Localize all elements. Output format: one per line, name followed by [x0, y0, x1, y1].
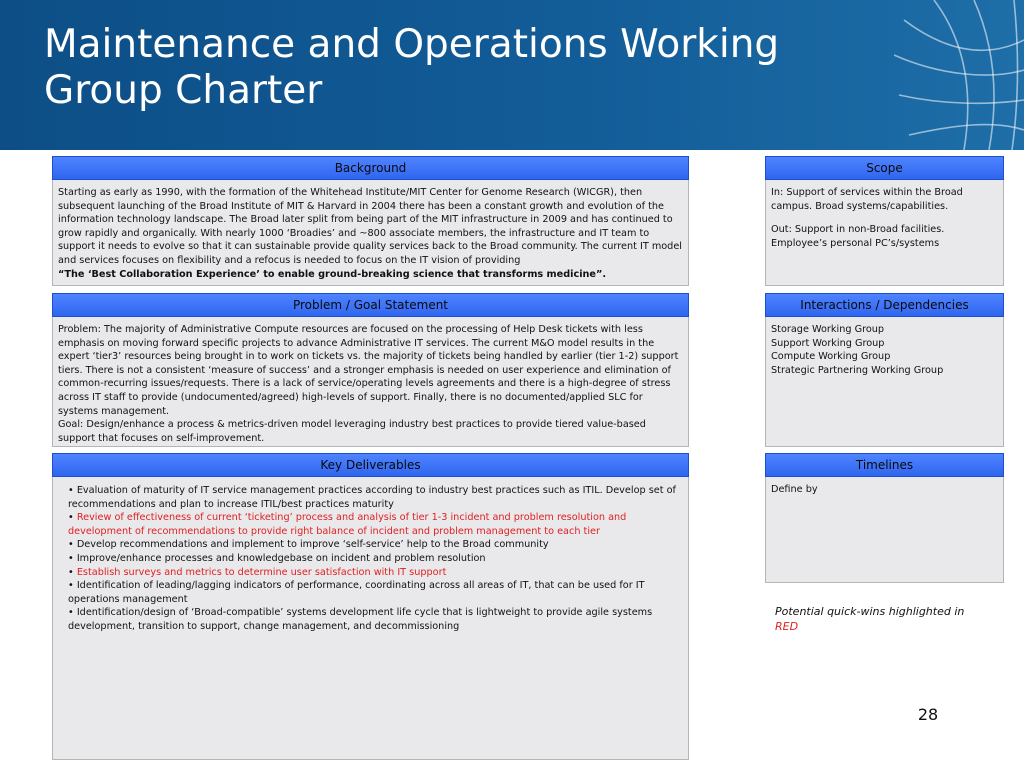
scope-out-text: Out: Support in non-Broad facilities. Employee’s personal PC’s/systems [771, 224, 945, 249]
timelines-header: Timelines [765, 453, 1004, 477]
bullet-icon: • [68, 539, 74, 551]
timelines-text: Define by [771, 484, 818, 495]
deliverables-panel [52, 453, 689, 760]
page-number: 28 [917, 705, 939, 724]
interaction-item: Compute Working Group [771, 351, 891, 363]
background-body [58, 186, 682, 281]
bullet-icon: • [68, 566, 74, 578]
background-text: Starting as early as 1990, with the formation of the Whitehead Institute/MIT Center for Genome Research (WICGR), then subsequent launching of the Broad Institute of MIT & Harvard in 2004 there has been a constant growth and evolution of the information technology landscape. The Broad later split from being part of the MIT infrastructure in 2009 and has continued to grow rapidly and organically. With nearly 1000 ‘Broadies’ and ~800 associate members, the infrastructure and IT team to support it needs to evolve so that it can sustainable provide quality services back to the Broad community. The current IT model and services focuses on flexibility and a refocus is needed to focus on the IT vision of providing [58, 187, 682, 266]
deliverable-item-highlighted: • Establish surveys and metrics to determine user satisfaction with IT support [68, 566, 447, 578]
bullet-icon: • [68, 485, 74, 496]
problem-goal-body [58, 323, 682, 445]
scope-panel [765, 156, 1004, 286]
timelines-panel [765, 453, 1004, 583]
timelines-body [771, 483, 997, 497]
interaction-item: Support Working Group [771, 337, 885, 349]
globe-lines-decoration [894, 0, 1024, 150]
deliverables-header: Key Deliverables [52, 453, 689, 477]
background-quote: “The ‘Best Collaboration Experience’ to enable ground-breaking science that transforms medicine”. [58, 268, 607, 280]
quick-wins-note-text: Potential quick-wins highlighted in [775, 605, 965, 618]
slide-title: Maintenance and Operations Working Group Charter [44, 22, 780, 113]
bullet-icon: • [68, 607, 74, 619]
scope-in-text: In: Support of services within the Broad campus. Broad systems/capabilities. [771, 187, 963, 212]
deliverable-item: • Evaluation of maturity of IT service management practices according to industry best practices such as ITIL. Develop set of recommendations and plan to increase ITIL/best practices maturity [68, 485, 676, 510]
bullet-icon: • [68, 552, 74, 564]
deliverable-item: • Improve/enhance processes and knowledgebase on incident and problem resolution [68, 552, 486, 564]
deliverable-item: • Identification/design of ‘Broad-compatible’ systems development life cycle that is lightweight to provide agile systems development, transition to support, change management, and decommissioning [68, 607, 653, 632]
bullet-icon: • [68, 580, 74, 592]
interaction-item: Storage Working Group [771, 324, 885, 335]
deliverable-item: • Develop recommendations and implement to improve ‘self-service’ help to the Broad community [68, 539, 549, 551]
interactions-body [771, 323, 997, 377]
deliverable-item-highlighted: • Review of effectiveness of current ‘ticketing’ process and analysis of tier 1-3 incident and problem resolution and development of recommendations to provide right balance of incident and problem management to each tier [68, 512, 627, 537]
scope-body [771, 186, 997, 250]
interactions-header: Interactions / Dependencies [765, 293, 1004, 317]
deliverables-list [68, 484, 682, 634]
goal-text: Goal: Design/enhance a process & metrics-driven model leveraging industry best practices to provide tiered value-based support that focuses on self-improvement. [58, 419, 646, 444]
quick-wins-note [775, 604, 1005, 634]
quick-wins-note-red: RED [775, 620, 799, 633]
interaction-item: Strategic Partnering Working Group [771, 364, 944, 376]
problem-goal-panel [52, 293, 689, 447]
scope-header: Scope [765, 156, 1004, 180]
problem-goal-header: Problem / Goal Statement [52, 293, 689, 317]
problem-text: Problem: The majority of Administrative Compute resources are focused on the processing of Help Desk tickets with less emphasis on moving forward specific projects to advance Administrative IT services. The current M&O model results in the expert ‘tier3’ resources being brought in to work on tickets vs. the majority of tickets being handled by earlier (tier 1-2) support tiers. There is not a consistent ‘measure of success’ and a stronger emphasis is needed on user experience and elimination of common-recurring issues/requests. There is a lack of service/operating levels agreements and there is a high-degree of stress across IT staff to provide (undocumented/agreed) high-levels of support. Finally, there is no documented/applied SLC for systems management. [58, 324, 679, 417]
deliverable-item: • Identification of leading/lagging indicators of performance, coordinating across all areas of IT, that can be used for IT operations management [68, 580, 645, 605]
interactions-panel [765, 293, 1004, 447]
title-banner [0, 0, 1024, 150]
background-header: Background [52, 156, 689, 180]
bullet-icon: • [68, 512, 74, 524]
background-panel [52, 156, 689, 286]
